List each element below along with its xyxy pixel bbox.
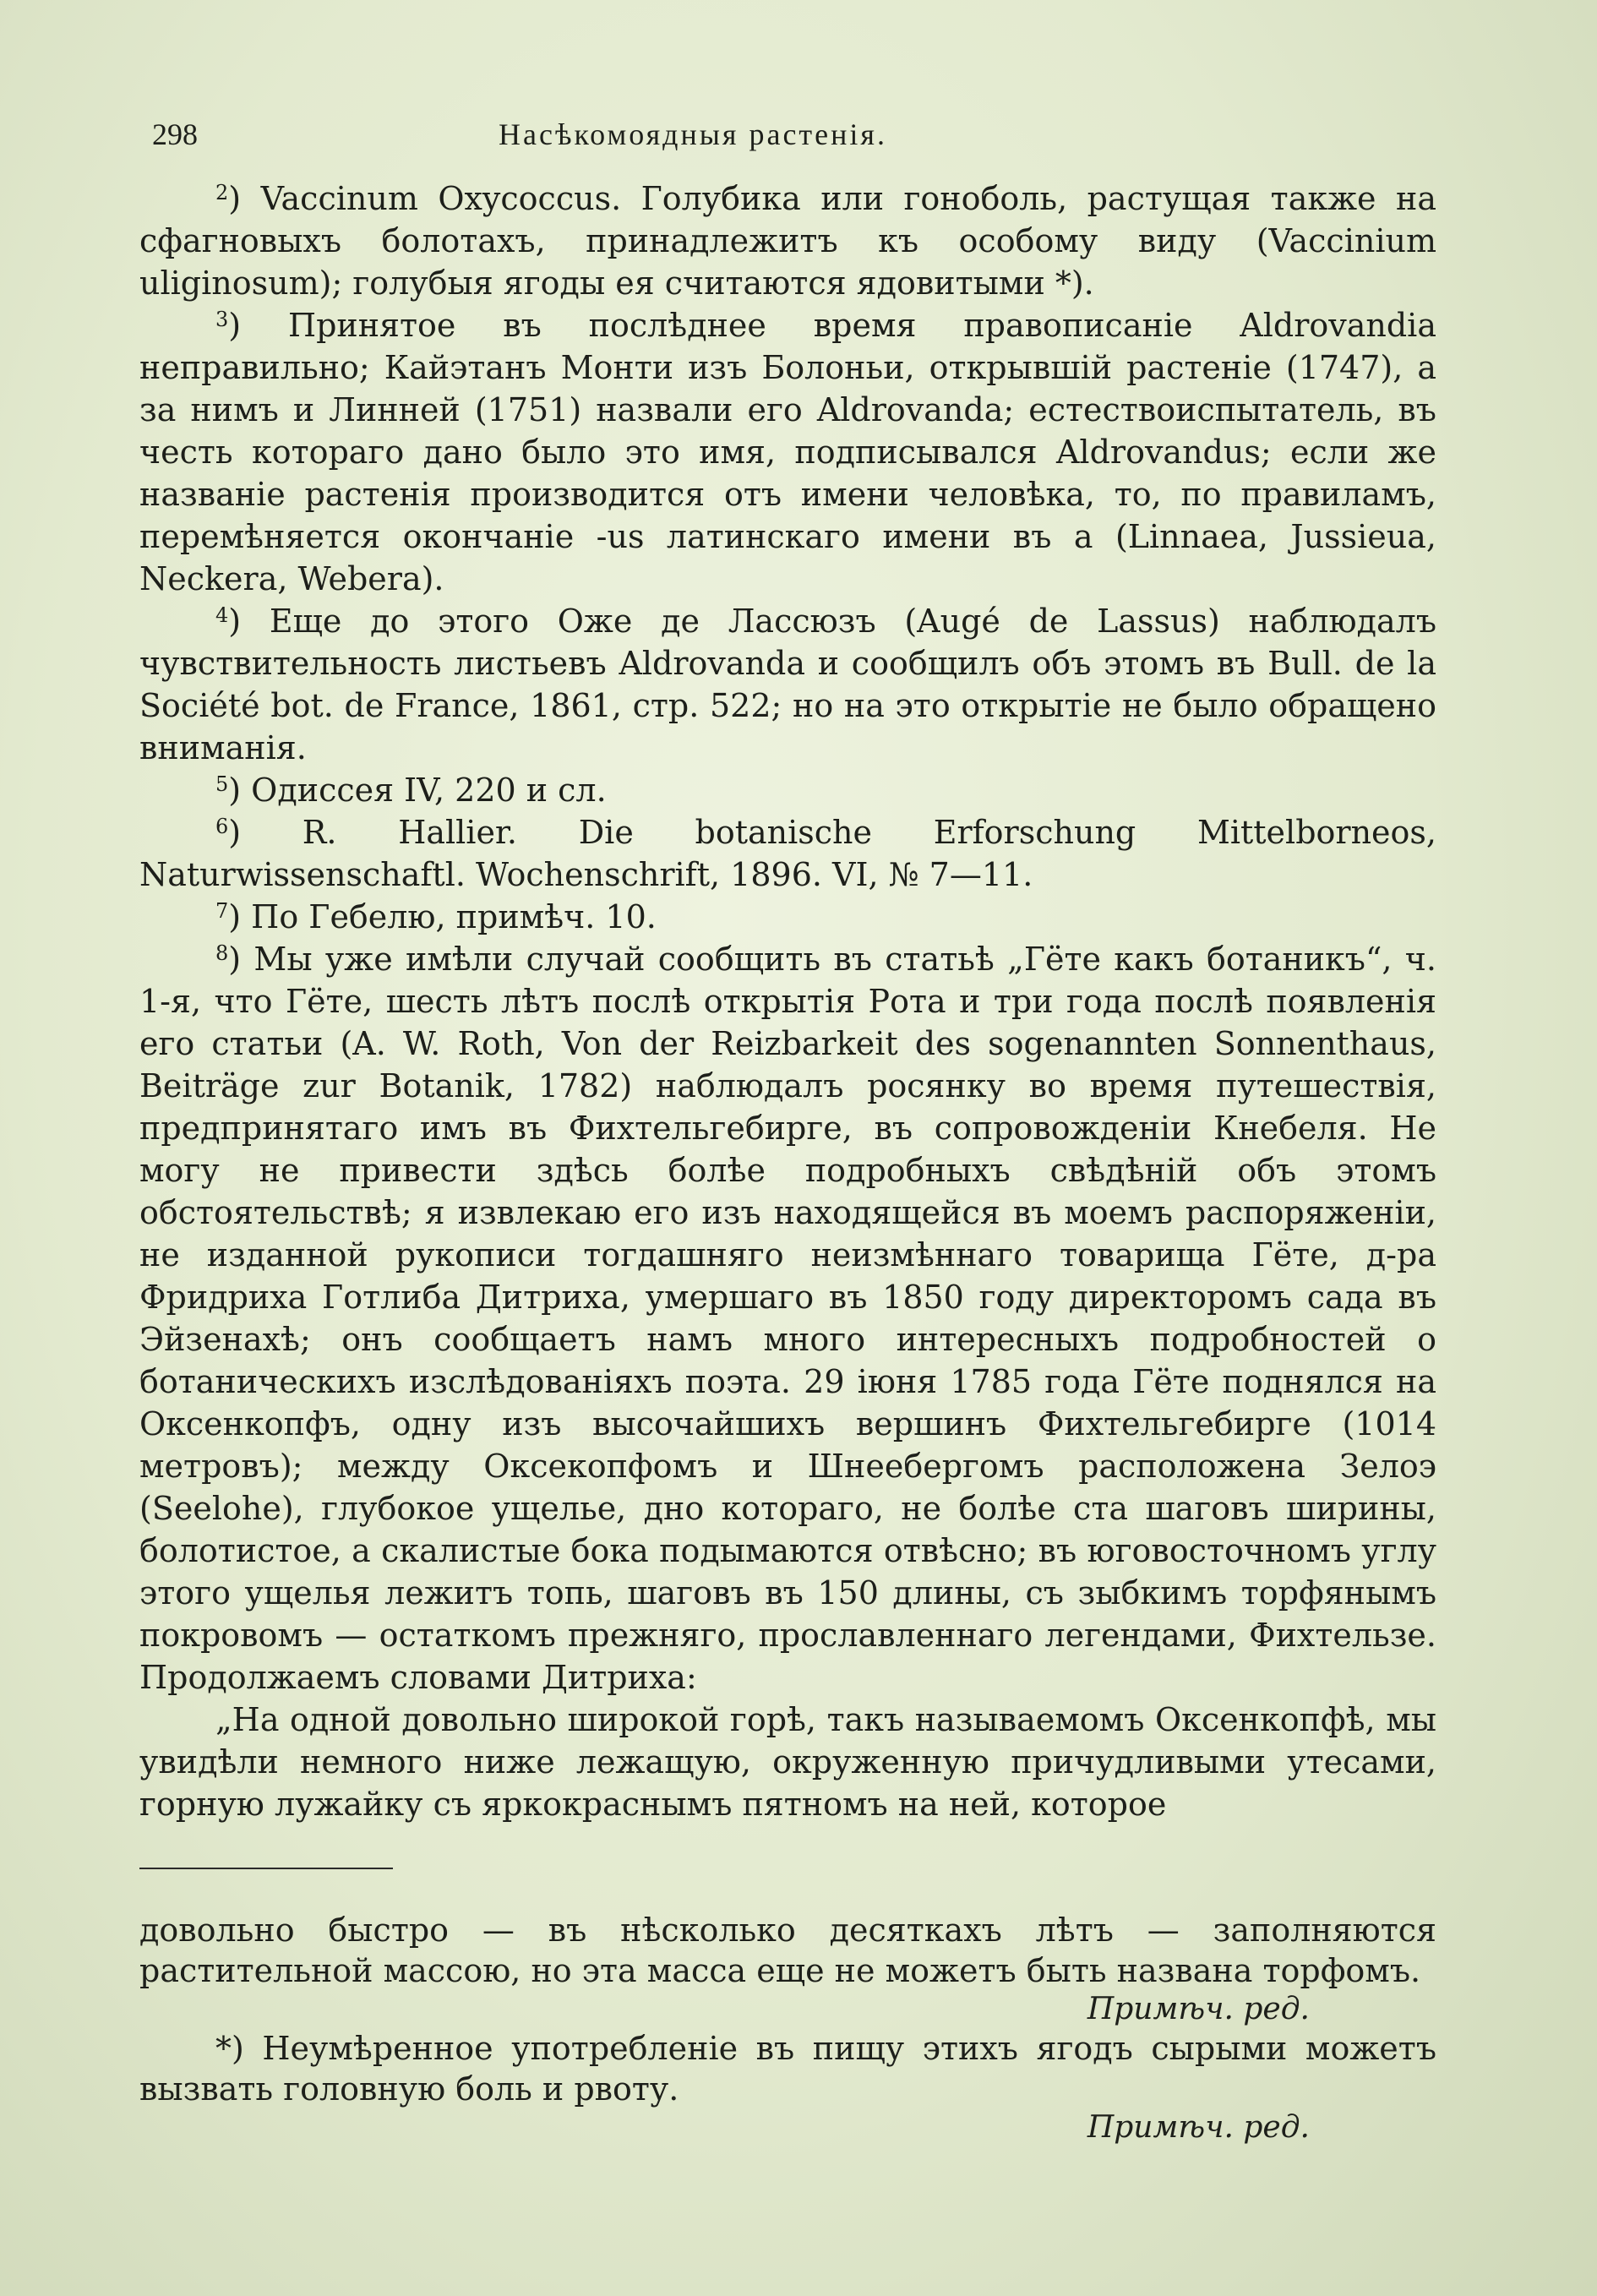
footnote-7	[139, 896, 1436, 938]
footnote-3	[139, 304, 1436, 600]
footnote-mark: 4	[215, 603, 229, 627]
footnote-6	[139, 811, 1436, 896]
footnote-mark: 3	[215, 308, 229, 331]
footnote-text: ) Vaccinum Oxycoccus. Голубика или гоноболь, растущая также на сфагновыхъ болотахъ, принадлежитъ къ особому виду (Vaccinium uliginosum); голубыя ягоды ея считаются ядовитыми *).	[139, 180, 1436, 302]
footnote-mark: 6	[215, 815, 229, 838]
footnote-text: ) Мы уже имѣли случай сообщить въ статьѣ „Гёте какъ ботаникъ“, ч. 1-я, что Гёте, шесть лѣтъ послѣ открытія Рота и три года послѣ появленія его статьи (A. W. Roth, Von der Reizbarkeit des sogenannten Sonnenthaus, Beiträge zur Botanik, 1782) наблюдалъ росянку во время путешествія, предпринятаго имъ въ Фихтельгебирге, въ сопровожденіи Кнебеля. Не могу не привести здѣсь болѣе подробныхъ свѣдѣній объ этомъ обстоятельствѣ; я извлекаю его изъ находящейся въ моемъ распоряженіи, не изданной рукописи тогдашняго неизмѣннаго товарища Гёте, д-ра Фридриха Готлиба Дитриха, умершаго въ 1850 году директоромъ сада въ Эйзенахѣ; онъ сообщаетъ намъ много интересныхъ подробностей о ботаническихъ изслѣдованіяхъ поэта. 29 іюня 1785 года Гёте поднялся на Оксенкопфъ, одну изъ высочайшихъ вершинъ Фихтельгебирге (1014 метровъ); между Оксекопфомъ и Шнеебергомъ расположена Зелоэ (Seelohe), глубокое ущелье, дно котораго, не болѣе ста шаговъ ширины, болотистое, а скалистые бока подымаются отвѣсно; въ юговосточномъ углу этого ущелья лежитъ топь, шаговъ въ 150 длины, съ зыбкимъ торфянымъ покровомъ — остаткомъ прежняго, прославленнаго легендами, Фихтельзе. Продолжаемъ словами Дитриха:	[139, 941, 1436, 1696]
footnote-mark: 7	[215, 899, 229, 923]
footnote-text: ) Одиссея IV, 220 и сл.	[228, 772, 607, 809]
footnote-text: ) R. Hallier. Die botanische Erforschung Mittelborneos, Naturwissenschaftl. Wochenschrift, 1896. VI, № 7—11.	[139, 814, 1436, 893]
footnote-8	[139, 938, 1436, 1699]
footnote-mark: 5	[215, 772, 229, 796]
footnote-5	[139, 769, 1436, 811]
footnote-4	[139, 600, 1436, 769]
footnote-2	[139, 177, 1436, 304]
footnote-text: ) По Гебелю, примѣч. 10.	[228, 898, 657, 935]
continued-note-text: довольно быстро — въ нѣсколько десяткахъ лѣтъ — заполняются растительной массою, но эта масса еще не можетъ быть названа торфомъ.	[139, 1912, 1436, 1989]
running-title: Насѣкомоядныя растенія.	[499, 117, 887, 151]
footnote-mark: 8	[215, 941, 229, 965]
page-number: 298	[152, 117, 198, 151]
asterisk-note: *) Неумѣренное употребленіе въ пищу этихъ ягодъ сырыми можетъ вызвать головную боль и рвоту.	[139, 2030, 1436, 2108]
footnote-text: ) Еще до этого Оже де Лассюзъ (Augé de Lassus) наблюдалъ чувствительность листьевъ Aldrovanda и сообщилъ объ этомъ въ Bull. de la Société bot. de France, 1861, стр. 522; но на это открытіе не было обращено вниманія.	[139, 603, 1436, 766]
editor-signature: Примѣч. ред.	[1087, 1992, 1310, 2026]
editor-signature: Примѣч. ред.	[1087, 2110, 1310, 2145]
page-header	[152, 117, 1436, 167]
quotation-paragraph	[139, 1699, 1436, 1825]
footnote-mark: 2	[215, 181, 229, 205]
footnote-separator-rule	[139, 1868, 393, 1869]
footnotes-block	[139, 177, 1436, 1825]
quotation-text: „На одной довольно широкой горѣ, такъ называемомъ Оксенкопфѣ, мы увидѣли немного ниже лежащую, окруженную причудливыми утесами, горную лужайку съ яркокраснымъ пятномъ на ней, которое	[139, 1701, 1436, 1823]
footnote-text: ) Принятое въ послѣднее время правописаніе Aldrovandia неправильно; Кайэтанъ Монти изъ Болоньи, открывшій растеніе (1747), а за нимъ и Линней (1751) назвали его Aldrovanda; естествоиспытатель, въ честь котораго дано было это имя, подписывался Aldrovandus; если же названіе растенія производится отъ имени человѣка, то, по правиламъ, перемѣняется окончаніе -us латинскаго имени въ a (Linnaea, Jussieua, Neckera, Webera).	[139, 307, 1436, 597]
subfootnotes-block	[139, 1910, 1436, 2146]
